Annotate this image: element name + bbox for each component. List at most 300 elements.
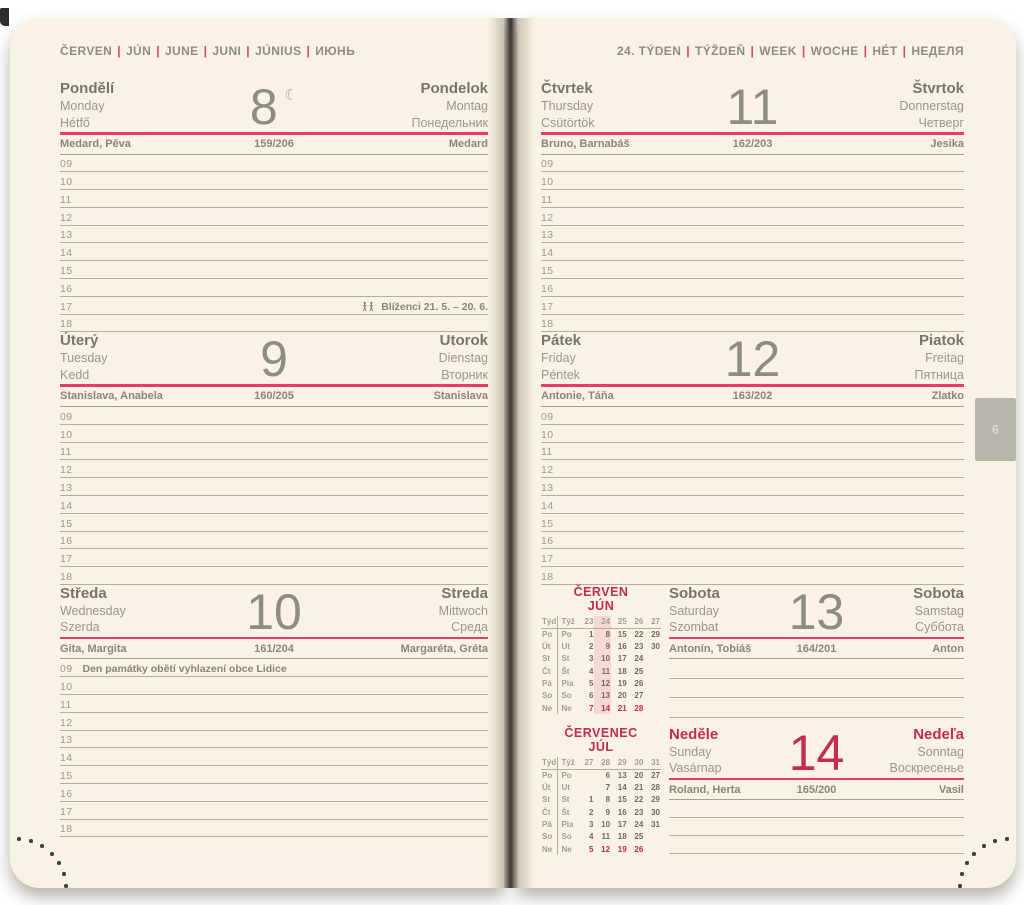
day-name-cz: Neděle xyxy=(669,725,719,743)
cal-cell: 26 xyxy=(628,616,645,628)
cal-row-sat xyxy=(541,831,661,843)
hour-slots xyxy=(60,407,488,585)
nameday-sk: Stanislava xyxy=(433,390,489,403)
right-page xyxy=(518,18,1016,888)
week-number-row xyxy=(541,616,661,628)
nameday-row xyxy=(60,387,488,407)
cal-cell: 24 xyxy=(634,654,644,664)
cal-row-wed xyxy=(541,653,661,665)
time-slot xyxy=(60,460,488,478)
cal-cell: 7 xyxy=(605,783,611,793)
cal-cell: So xyxy=(542,691,553,701)
time-slot xyxy=(60,297,488,315)
time-slot xyxy=(60,155,488,173)
day-name-ru: Воскресенье xyxy=(889,761,964,776)
nameday-sk: Medard xyxy=(448,138,489,150)
sunday-column xyxy=(669,726,964,855)
separator: | xyxy=(801,44,806,58)
cal-cell: Št xyxy=(558,806,578,818)
cal-cell xyxy=(644,702,661,714)
hour-label: 14 xyxy=(60,499,73,512)
day-name-hu: Csütörtök xyxy=(541,115,595,130)
sunday-section xyxy=(541,726,964,855)
day-name-en: Friday xyxy=(541,351,576,366)
time-slot xyxy=(60,496,488,514)
hour-label: 15 xyxy=(60,770,73,783)
time-slot xyxy=(60,713,488,731)
time-slot xyxy=(60,226,488,244)
perforation-dot xyxy=(982,844,986,848)
mini-calendar-title-cz: ČERVENEC xyxy=(564,725,638,740)
cal-cell: 1 xyxy=(589,630,594,640)
day-names-right xyxy=(339,585,488,639)
day-name-cz: Čtvrtek xyxy=(541,80,593,97)
day-header xyxy=(669,583,964,640)
hour-label: 09 xyxy=(541,158,554,171)
cal-cell: 4 xyxy=(589,832,594,842)
day-number: 10 xyxy=(246,583,302,640)
day-block-wednesday xyxy=(60,585,488,837)
cal-cell: 9 xyxy=(594,641,611,653)
separator: | xyxy=(686,44,691,58)
writing-line xyxy=(669,679,964,699)
time-slot xyxy=(60,731,488,749)
day-header xyxy=(669,724,964,781)
zodiac-label: Blíženci 21. 5. – 20. 6. xyxy=(381,300,488,313)
day-names-left xyxy=(60,80,209,134)
hour-label: 17 xyxy=(60,553,73,566)
hour-label: 12 xyxy=(60,464,73,477)
day-names-right xyxy=(339,332,488,386)
cal-cell: 5 xyxy=(589,679,594,689)
day-name-ru: Суббота xyxy=(915,620,964,635)
cal-cell: 5 xyxy=(589,844,594,854)
month-name: ИЮНЬ xyxy=(315,44,356,58)
cal-cell: 8 xyxy=(605,795,611,805)
week-label: HÉT xyxy=(872,44,898,58)
month-name: ČERVEN xyxy=(60,44,113,58)
writing-line xyxy=(669,698,964,718)
cal-cell: 6 xyxy=(589,691,594,701)
month-header xyxy=(60,38,488,64)
cal-cell: 1 xyxy=(589,795,594,805)
cal-cell: 22 xyxy=(634,795,644,805)
hour-label: 15 xyxy=(60,517,73,530)
day-names-right xyxy=(882,585,965,639)
week-number-row xyxy=(541,757,661,769)
cal-cell xyxy=(644,843,661,855)
time-slot xyxy=(60,784,488,802)
cal-cell: 18 xyxy=(617,666,627,676)
day-name-de: Montag xyxy=(446,99,488,113)
cal-cell: Ut xyxy=(558,782,578,794)
day-number: 12 xyxy=(724,331,781,388)
perforation-dot xyxy=(29,839,33,843)
time-slot xyxy=(541,496,964,514)
day-header xyxy=(60,583,488,640)
left-page xyxy=(10,18,504,888)
cal-cell: 21 xyxy=(617,703,627,713)
day-name-en: Tuesday xyxy=(60,351,108,366)
nameday-row xyxy=(669,639,964,659)
week-label: НЕДЕЛЯ xyxy=(911,44,964,58)
hour-label: 13 xyxy=(60,481,73,494)
day-name-en: Saturday xyxy=(669,603,720,618)
hour-label: 16 xyxy=(60,787,73,800)
cal-cell: Št xyxy=(558,665,578,677)
mini-calendar-title-sk: JÚL xyxy=(588,739,614,754)
time-slot xyxy=(541,315,964,333)
cal-cell: 13 xyxy=(617,771,627,781)
day-block-tuesday xyxy=(60,332,488,584)
cal-cell: 2 xyxy=(589,807,594,817)
time-slot xyxy=(60,243,488,261)
time-slot xyxy=(541,567,964,585)
cal-cell: So xyxy=(558,690,578,702)
cal-cell: 26 xyxy=(634,679,644,689)
nameday-sk: Vasil xyxy=(938,783,964,796)
hour-label: 11 xyxy=(541,446,553,459)
hour-label: 17 xyxy=(60,300,73,313)
cal-cell: Pá xyxy=(542,679,552,689)
cal-cell: 28 xyxy=(651,783,660,793)
day-header xyxy=(60,79,488,135)
cover-edge xyxy=(0,8,9,26)
day-number: 8 ☾ xyxy=(249,79,299,135)
day-name-de: Donnerstag xyxy=(899,99,964,113)
cal-cell: 23 xyxy=(634,807,644,817)
separator: | xyxy=(203,44,208,58)
cal-row-thu xyxy=(541,806,661,818)
cal-cell: 24 xyxy=(634,820,644,830)
cal-cell: Týd xyxy=(542,758,557,768)
separator: | xyxy=(902,44,907,58)
day-header xyxy=(541,79,964,135)
time-slot xyxy=(541,243,964,261)
time-slot xyxy=(541,532,964,550)
day-name-cz: Pondělí xyxy=(60,80,115,97)
hour-label: 09 xyxy=(60,158,73,171)
cal-cell: 3 xyxy=(589,654,594,664)
cal-cell: 29 xyxy=(651,795,660,805)
hour-label: 10 xyxy=(541,428,554,441)
cal-cell: 10 xyxy=(594,653,611,665)
time-slot xyxy=(60,443,488,461)
cal-cell: 29 xyxy=(611,757,628,769)
hour-label: 17 xyxy=(60,805,73,818)
day-of-year: 162/203 xyxy=(732,138,773,150)
perforation-dot xyxy=(17,837,21,841)
day-name-sk: Streda xyxy=(441,584,488,602)
time-slot xyxy=(541,172,964,190)
cal-cell xyxy=(644,831,661,843)
cal-cell: 30 xyxy=(651,642,660,652)
day-number: 11 xyxy=(726,79,779,135)
time-slot xyxy=(541,514,964,532)
time-slot xyxy=(60,567,488,585)
cal-cell: 29 xyxy=(651,630,660,640)
cal-cell: 30 xyxy=(628,757,645,769)
day-name-en: Thursday xyxy=(541,99,594,113)
separator: | xyxy=(306,44,311,58)
hour-label: 09 xyxy=(541,410,554,423)
cal-cell: 25 xyxy=(611,616,628,628)
cal-cell: Ne xyxy=(558,843,578,855)
day-header xyxy=(60,331,488,388)
cal-cell: Týž xyxy=(558,757,578,769)
time-slot xyxy=(60,532,488,550)
day-names-right xyxy=(882,726,965,780)
cal-cell xyxy=(644,677,661,689)
day-block-thursday xyxy=(541,80,964,332)
time-slot xyxy=(541,478,964,496)
separator: | xyxy=(117,44,121,58)
day-number: 14 xyxy=(788,724,845,781)
cal-cell: 12 xyxy=(594,677,611,689)
cal-cell: 23 xyxy=(634,642,644,652)
cal-cell xyxy=(644,690,661,702)
day-of-year: 160/205 xyxy=(254,390,294,403)
day-number: 13 xyxy=(788,583,845,640)
cal-cell: Ut xyxy=(558,641,578,653)
perforation-dot xyxy=(972,852,976,856)
cal-row-thu xyxy=(541,665,661,677)
time-slot xyxy=(60,820,488,838)
day-name-hu: Szombat xyxy=(669,620,719,635)
time-slot xyxy=(541,443,964,461)
cal-cell: Ne xyxy=(542,844,553,854)
hour-label: 18 xyxy=(541,318,554,331)
cal-cell: 7 xyxy=(589,703,594,713)
cal-cell: Ne xyxy=(542,703,553,713)
cal-row-sat xyxy=(541,690,661,702)
day-name-ru: Понедельник xyxy=(411,115,488,130)
month-name: JÚN xyxy=(125,44,152,58)
cal-cell: 16 xyxy=(617,807,627,817)
time-slot xyxy=(60,677,488,695)
day-block-monday xyxy=(60,80,488,332)
time-slot xyxy=(541,208,964,226)
cal-row-mon xyxy=(541,769,661,781)
hour-label: 10 xyxy=(60,176,73,189)
day-name-de: Freitag xyxy=(925,351,964,366)
day-name-hu: Szerda xyxy=(60,620,100,635)
cal-cell: 31 xyxy=(651,820,660,830)
day-name-ru: Вторник xyxy=(441,367,488,382)
cal-cell: Út xyxy=(542,642,551,652)
day-name-sk: Nedeľa xyxy=(913,725,964,743)
time-slot xyxy=(60,514,488,532)
saturday-section xyxy=(541,585,964,718)
cal-cell: 23 xyxy=(578,616,595,628)
nameday-cz: Stanislava, Anabela xyxy=(60,390,163,403)
time-slot xyxy=(60,261,488,279)
cal-cell: So xyxy=(542,832,553,842)
cal-cell: 4 xyxy=(589,666,594,676)
cal-cell: 27 xyxy=(578,757,595,769)
cal-row-fri xyxy=(541,818,661,830)
spine-shadow xyxy=(488,18,504,888)
hour-label: 12 xyxy=(60,211,73,224)
cal-cell: 25 xyxy=(634,832,644,842)
hour-label: 14 xyxy=(60,247,73,260)
hour-label: 10 xyxy=(60,681,73,694)
writing-line xyxy=(669,800,964,818)
book-spine xyxy=(504,18,518,888)
mini-calendar-grid xyxy=(541,616,661,714)
day-name-cz: Středa xyxy=(60,584,107,602)
hour-label: 15 xyxy=(60,265,73,278)
time-slot xyxy=(60,659,488,677)
day-name-sk: Utorok xyxy=(439,332,488,350)
day-name-en: Monday xyxy=(60,99,105,113)
hour-label: 11 xyxy=(60,698,72,711)
day-names-right xyxy=(818,332,965,386)
hour-slots xyxy=(541,407,964,585)
day-block-friday xyxy=(541,332,964,584)
hour-label: 13 xyxy=(60,734,73,747)
hour-label: 16 xyxy=(541,535,554,548)
perforation-dot xyxy=(1005,837,1009,841)
cal-cell: 26 xyxy=(634,844,644,854)
cal-cell: Pia xyxy=(558,818,578,830)
day-name-en: Wednesday xyxy=(60,603,126,618)
perforation-dot xyxy=(40,844,44,848)
day-name-sk: Piatok xyxy=(918,332,964,350)
day-name-ru: Четверг xyxy=(918,115,964,130)
time-slot xyxy=(541,425,964,443)
hour-label: 10 xyxy=(60,428,73,441)
hour-label: 09 xyxy=(60,663,73,676)
day-name-sk: Pondelok xyxy=(420,80,488,97)
time-slot xyxy=(60,766,488,784)
hour-label: 10 xyxy=(541,176,554,189)
writing-line xyxy=(669,818,964,836)
cal-cell: 21 xyxy=(634,783,644,793)
perforation-dot xyxy=(64,884,68,888)
cal-row-mon xyxy=(541,628,661,640)
time-slot xyxy=(60,315,488,333)
cal-cell: 11 xyxy=(601,832,611,842)
cal-cell: 27 xyxy=(651,771,660,781)
cal-cell: 12 xyxy=(601,844,611,854)
day-name-en: Sunday xyxy=(669,744,712,759)
hour-label: 09 xyxy=(60,410,73,423)
nameday-sk: Jesika xyxy=(930,138,964,150)
time-slot xyxy=(541,549,964,567)
mini-calendar-title-sk: JÚN xyxy=(587,598,615,613)
day-names-left xyxy=(541,80,688,134)
hour-label: 12 xyxy=(541,464,554,477)
day-name-sk: Štvrtok xyxy=(912,80,964,97)
cal-cell: 31 xyxy=(644,757,661,769)
cal-cell xyxy=(578,769,595,781)
cal-cell: 15 xyxy=(617,795,627,805)
day-names-left xyxy=(60,585,209,639)
perforation-dot xyxy=(993,839,997,843)
cal-cell xyxy=(644,665,661,677)
time-slot xyxy=(60,549,488,567)
day-name-de: Dienstag xyxy=(438,351,488,366)
month-tab-6: 6 xyxy=(975,398,1016,461)
week-label: 24. TÝDEN xyxy=(616,44,682,58)
day-number: 9 xyxy=(260,331,288,388)
cal-row-sun xyxy=(541,843,661,855)
cal-cell: St xyxy=(542,795,550,805)
hour-label: 13 xyxy=(60,229,73,242)
open-diary xyxy=(10,18,1016,888)
separator: | xyxy=(156,44,160,58)
cal-cell: 3 xyxy=(589,820,594,830)
hour-label: 14 xyxy=(60,752,73,765)
last-quarter-moon-icon: ☾ xyxy=(284,87,299,104)
day-name-hu: Hétfő xyxy=(60,115,90,130)
cal-cell: Po xyxy=(558,628,578,640)
time-slot xyxy=(60,478,488,496)
time-slot xyxy=(60,190,488,208)
day-name-sk: Sobota xyxy=(913,584,964,602)
nameday-row xyxy=(60,135,488,155)
cal-cell: 14 xyxy=(617,783,627,793)
hour-slots xyxy=(60,155,488,333)
cal-cell: 17 xyxy=(617,654,627,664)
cal-cell: 20 xyxy=(634,771,644,781)
time-slot xyxy=(541,297,964,315)
hour-label: 18 xyxy=(60,570,73,583)
cal-cell: 28 xyxy=(594,757,611,769)
hour-label: 16 xyxy=(60,282,73,295)
hour-label: 11 xyxy=(541,193,553,206)
nameday-cz: Roland, Herta xyxy=(669,783,741,796)
cal-cell: 27 xyxy=(634,691,644,701)
mini-calendar-july xyxy=(541,726,669,855)
cal-cell: 16 xyxy=(617,642,627,652)
cal-cell: 24 xyxy=(594,616,611,628)
time-slot xyxy=(541,460,964,478)
cal-cell: 18 xyxy=(617,832,627,842)
cal-row-tue xyxy=(541,782,661,794)
cal-cell: St xyxy=(542,654,550,664)
cal-cell: Týd xyxy=(542,617,557,627)
day-of-year: 159/206 xyxy=(254,138,294,150)
separator: | xyxy=(750,44,755,58)
perforation-dot xyxy=(965,861,969,865)
hour-slots xyxy=(60,659,488,837)
day-header xyxy=(541,331,964,388)
cal-cell: Pá xyxy=(542,820,552,830)
nameday-sk: Zlatko xyxy=(931,390,964,403)
day-name-cz: Sobota xyxy=(669,584,720,602)
time-slot xyxy=(541,279,964,297)
cal-cell: Po xyxy=(558,769,578,781)
cal-row-sun xyxy=(541,702,661,714)
day-name-hu: Péntek xyxy=(541,367,580,382)
perforation-dot xyxy=(62,872,66,876)
week-label: WEEK xyxy=(759,44,797,58)
nameday-row xyxy=(541,135,964,155)
time-slot xyxy=(60,208,488,226)
day-name-cz: Pátek xyxy=(541,332,582,350)
mini-calendar-june xyxy=(541,585,669,718)
time-slot xyxy=(60,425,488,443)
cal-cell: 27 xyxy=(644,616,661,628)
perforation-dot xyxy=(960,872,964,876)
saturday-column xyxy=(669,585,964,718)
zodiac-note xyxy=(361,301,488,313)
hour-label: 14 xyxy=(541,247,554,260)
hour-label: 17 xyxy=(541,300,554,313)
nameday-sk: Margaréta, Gréta xyxy=(400,642,489,655)
